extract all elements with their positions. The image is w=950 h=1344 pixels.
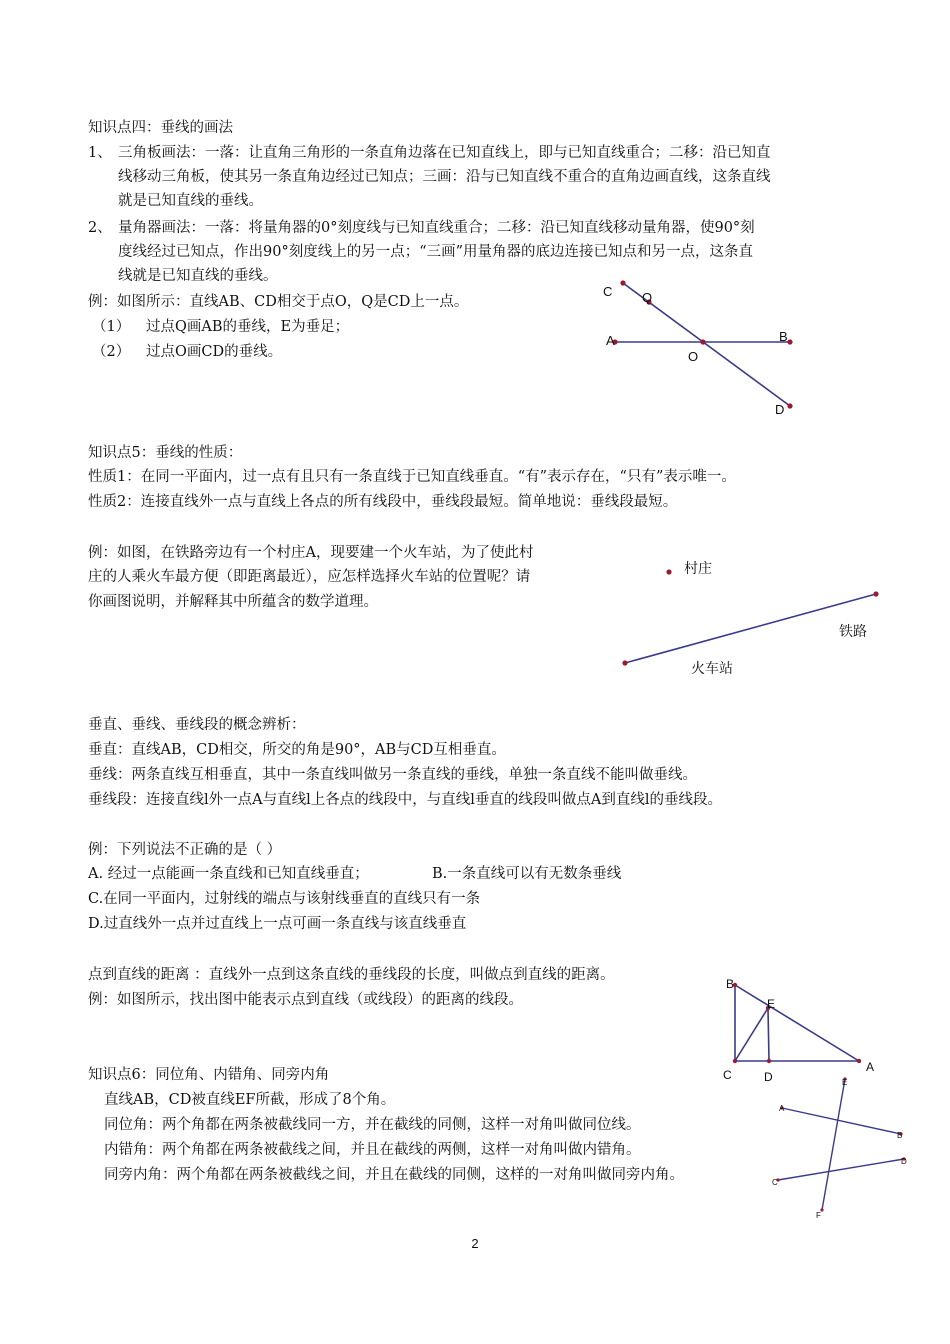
segment-ed	[768, 1008, 769, 1061]
concept-perpendicular-segment: 垂线段：连接直线l外一点A与直线l上各点的线段中，与直线l垂直的线段叫做点A到直线l的垂线段。	[88, 792, 722, 808]
mcq-stem: 例：下列说法不正确的是（ ）	[88, 842, 282, 858]
point-c	[620, 280, 625, 285]
intersecting-lines-figure	[595, 275, 815, 425]
transversal-intro: 直线AB，CD被直线EF所截，形成了8个角。	[104, 1092, 396, 1108]
label-c: C	[772, 1178, 778, 1187]
section4-title: 知识点四：垂线的画法	[88, 120, 233, 136]
transversal-figure	[765, 1070, 925, 1225]
label-d: D	[775, 402, 785, 417]
distance-definition: 点到直线的距离 ：直线外一点到这条直线的垂线段的长度，叫做点到直线的距离。	[88, 967, 615, 983]
question1: 过点Q画AB的垂线，E为垂足；	[146, 319, 350, 335]
railway-figure	[615, 552, 890, 682]
railway-end-right	[873, 591, 878, 596]
label-c: C	[603, 284, 613, 299]
label-o: O	[688, 349, 699, 364]
alternate-interior-angles: 内错角：两个角都在两条被截线之间，并且在截线的两侧，这样一对角叫做内错角。	[104, 1142, 641, 1158]
label-d: D	[901, 1157, 907, 1166]
item2-line3: 线就是已知直线的垂线。	[118, 268, 278, 284]
village-point	[666, 569, 671, 574]
same-side-interior-angles: 同旁内角：两个角都在两条被截线之间，并且在截线的同侧，这样的一对角叫做同旁内角。	[104, 1167, 684, 1183]
question1-number: （1）	[92, 319, 131, 335]
question2: 过点O画CD的垂线。	[146, 344, 283, 360]
triangle-figure	[715, 975, 885, 1085]
item2-number: 2、	[88, 220, 112, 236]
railway-example-line2: 庄的人乘火车最方便（即距离最近），应怎样选择火车站的位置呢？请	[88, 569, 531, 585]
property2: 性质2：连接直线外一点与直线上各点的所有线段中，垂线段最短。简单地说：垂线段最短。	[88, 494, 678, 510]
distance-example: 例：如图所示，找出图中能表示点到直线（或线段）的距离的线段。	[88, 992, 523, 1008]
segment-ba	[735, 985, 859, 1061]
mcq-option-a: A. 经过一点能画一条直线和已知直线垂直；	[88, 866, 369, 882]
label-a: A	[779, 1104, 785, 1113]
railway-end-left	[622, 660, 627, 665]
page-number: 2	[471, 1236, 479, 1251]
item1-line2: 线移动三角板，使其另一条直角边经过已知点；三画：沿与已知直线不重合的直角边画直线，这条直线	[118, 169, 771, 185]
label-e: E	[767, 997, 776, 1011]
label-e: E	[842, 1078, 848, 1087]
label-village: 村庄	[684, 560, 712, 576]
property1: 性质1：在同一平面内，过一点有且只有一条直线于已知直线垂直。“有”表示存在，“只有”表示唯一。	[88, 469, 736, 485]
point-b	[787, 339, 792, 344]
label-b: B	[726, 977, 735, 991]
label-f: F	[816, 1211, 821, 1220]
mcq-option-c: C.在同一平面内，过射线的端点与该射线垂直的直线只有一条	[88, 891, 481, 907]
railway-example-line3: 你画图说明，并解释其中所蕴含的数学道理。	[88, 594, 378, 610]
mcq-option-d: D.过直线外一点并过直线上一点可画一条直线与该直线垂直	[88, 916, 467, 932]
line-ef	[822, 1078, 848, 1210]
point-o	[700, 339, 705, 344]
item1-line3: 就是已知直线的垂线。	[118, 193, 263, 209]
label-b: B	[897, 1131, 903, 1140]
concept-perpendicular-line: 垂线：两条直线互相垂直，其中一条直线叫做另一条直线的垂线，单独一条直线不能叫做垂线。	[88, 767, 697, 783]
point-a	[857, 1059, 861, 1063]
item2-line1: 量角器画法：一落：将量角器的0°刻度线与已知直线重合；二移：沿已知直线移动量角器，使90°刻	[118, 220, 755, 236]
point-d	[787, 403, 792, 408]
segment-ce	[735, 1008, 768, 1061]
label-railway: 铁路	[839, 623, 867, 639]
railway-example-line1: 例：如图，在铁路旁边有一个村庄A，现要建一个火车站，为了使此村	[88, 545, 534, 561]
line-cd	[778, 1159, 904, 1180]
item2-line2: 度线经过已知点，作出90°刻度线上的另一点；“三画”用量角器的底边连接已知点和另一点，这条直	[118, 244, 754, 260]
label-d: D	[764, 1070, 773, 1084]
label-a: A	[866, 1060, 875, 1074]
section5-title: 知识点5：垂线的性质：	[88, 445, 243, 461]
item1-line1: 三角板画法：一落：让直角三角形的一条直角边落在已知直线上，即与已知直线重合；二移：沿已知直	[118, 145, 771, 161]
point-c	[733, 1059, 737, 1063]
item1-number: 1、	[88, 145, 112, 161]
label-c: C	[723, 1068, 732, 1082]
concepts-title: 垂直、垂线、垂线段的概念辨析：	[88, 717, 306, 733]
label-station: 火车站	[691, 660, 733, 676]
label-b: B	[779, 329, 788, 344]
corresponding-angles: 同位角：两个角都在两条被截线同一方，并在截线的同侧，这样一对角叫做同位线。	[104, 1117, 641, 1133]
concept-perpendicular: 垂直：直线AB，CD相交，所交的角是90°，AB与CD互相垂直。	[88, 742, 506, 758]
question2-number: （2）	[92, 344, 131, 360]
mcq-option-b: B.一条直线可以有无数条垂线	[432, 866, 622, 882]
line-ab	[782, 1108, 901, 1134]
point-d	[767, 1059, 771, 1063]
label-q: Q	[642, 290, 653, 305]
example-intersecting-lines: 例：如图所示：直线AB、CD相交于点O，Q是CD上一点。	[88, 294, 469, 310]
label-a: A	[606, 333, 615, 348]
section6-title: 知识点6：同位角、内错角、同旁内角	[88, 1067, 330, 1083]
